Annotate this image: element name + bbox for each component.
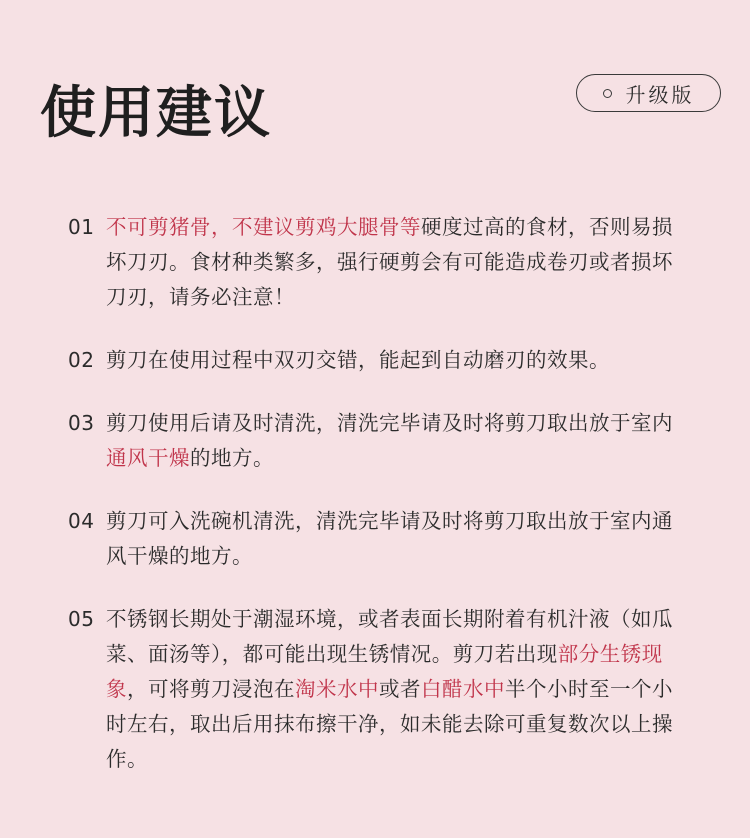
- page-title: 使用建议: [40, 81, 272, 146]
- tip-number: 02: [68, 348, 95, 372]
- tip-item-01: [68, 210, 688, 315]
- tip-highlight: 部分生锈现象: [106, 642, 663, 701]
- tip-segment: 不锈钢长期处于潮湿环境，或者表面长期附着有机汁液（如瓜菜、面汤等），都可能出现生锈情况。剪刀若出现: [106, 607, 673, 666]
- tip-number: 04: [68, 509, 95, 533]
- tip-segment: 剪刀使用后请及时清洗，清洗完毕请及时将剪刀取出放于室内: [106, 411, 673, 435]
- tip-text: [106, 602, 688, 777]
- tip-highlight: 白醋水中: [421, 677, 505, 701]
- tip-item-02: [68, 343, 688, 378]
- tip-segment: 的地方。: [190, 446, 274, 470]
- tip-segment: ，可将剪刀浸泡在: [127, 677, 295, 701]
- version-badge: [576, 74, 721, 112]
- tip-highlight: 通风干燥: [106, 446, 190, 470]
- tip-item-04: [68, 504, 688, 574]
- tip-text: [106, 210, 688, 315]
- tip-number: 05: [68, 607, 95, 631]
- tip-segment: 硬度过高的食材，否则易损坏刀刃。食材种类繁多，强行硬剪会有可能造成卷刃或者损坏刀刃，请务必注意！: [106, 215, 673, 309]
- version-badge-label: 升级版: [625, 82, 695, 107]
- tip-text: [106, 406, 688, 476]
- tip-highlight: 不可剪猪骨，不建议剪鸡大腿骨等: [106, 215, 421, 239]
- tip-number: 01: [68, 215, 95, 239]
- tip-segment: 剪刀可入洗碗机清洗，清洗完毕请及时将剪刀取出放于室内通风干燥的地方。: [106, 509, 673, 568]
- tip-segment: 剪刀在使用过程中双刃交错，能起到自动磨刃的效果。: [106, 348, 610, 372]
- tip-number: 03: [68, 411, 95, 435]
- tip-text: [106, 343, 688, 378]
- tip-highlight: 淘米水中: [295, 677, 379, 701]
- usage-tips-list: [68, 210, 688, 777]
- tip-item-03: [68, 406, 688, 476]
- tip-segment: 或者: [379, 677, 421, 701]
- tip-text: [106, 504, 688, 574]
- circle-icon: [603, 89, 612, 98]
- tip-segment: 半个小时至一个小时左右，取出后用抹布擦干净，如未能去除可重复数次以上操作。: [106, 677, 673, 771]
- tip-item-05: [68, 602, 688, 777]
